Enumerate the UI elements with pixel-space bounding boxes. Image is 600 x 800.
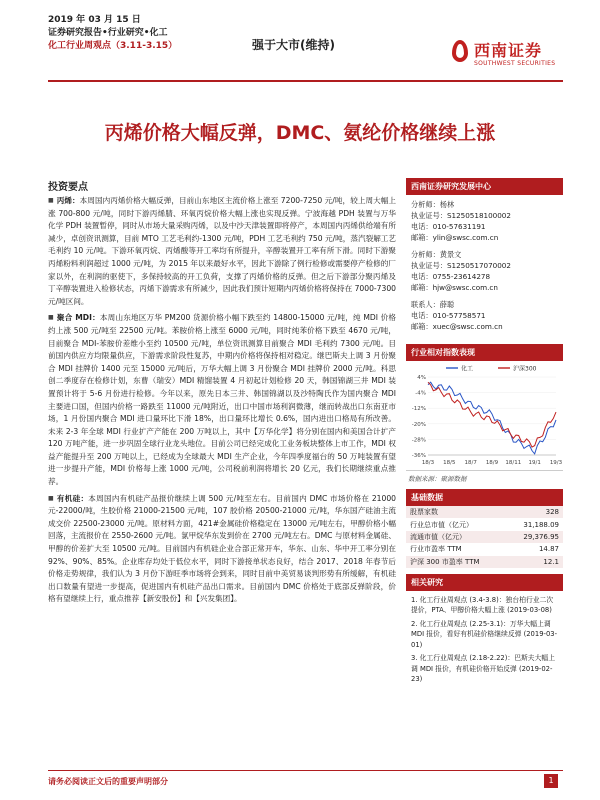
analyst-line: 电话：0755-23614278	[411, 272, 491, 281]
paragraph-mdi	[48, 312, 396, 488]
x-tick-label: 18/5	[443, 460, 456, 466]
logo-name: 西南证券	[474, 41, 543, 60]
paragraph-text: 本周国内有机硅产品报价继续上调 500 元/吨至左右。目前国内 DMC 市场价格在 21000 元-22000/吨，生胶价格 21000-21500 元/吨，107 胶价格 20500-21000 元/吨，华东国产硅油主流成交价 22500-23000 元/吨。原材料方面，421#金属硅价格稳定在 13000 元/吨左右，甲醇价格小幅回落，主流报价在 2550-2600 元/吨。氯甲烷华东发到价在 2700 元/吨左右。DMC 与原材料金属硅、甲醇的价差扩大至 10500 元/吨。目前国内有机硅企业合部正常开车，华东、山东、华中开工率分别在 92%、90%、85%。企业库存均处于低位水平，同时下游接单状态良好，结合 2017、2018 年春节后价格走势规律，我们认为 3 月份下游旺季市场将会到来，同时目前中美贸易谈判形势有所缓解，有机硅出口数量有望进一步提高，促进国内有机硅产品出口需求。目前国内 DMC 价格处于底部反弹阶段，价格有望继续上行，重点推荐【新安股份】和【兴发集团】。	[48, 493, 397, 604]
table-row: 行业总市值（亿元） 31,188.09	[410, 520, 559, 529]
x-tick-label: 19/3	[549, 460, 563, 466]
analyst-line: 电话：010-57758571	[411, 311, 486, 320]
footer-notice: 请务必阅读正文后的重要声明部分	[48, 777, 168, 786]
abstract-label: 投资要点	[48, 182, 88, 193]
paragraph-silicone	[48, 493, 396, 606]
related-item[interactable]: 3. 化工行业周观点 (2.18-2.22)：巴斯夫大幅上调 MDI 报价，有机硅价格开始反弹 (2019-02-23)	[411, 654, 555, 684]
related-title: 相关研究	[406, 574, 563, 591]
y-tick-label: -4%	[415, 390, 426, 397]
analyst-email[interactable]: 邮箱：xuec@swsc.com.cn	[411, 322, 503, 331]
table-row: 行业市盈率 TTM 14.87	[410, 545, 559, 554]
perf-title: 行业相对指数表现	[406, 344, 563, 361]
analyst-email[interactable]: 邮箱：ylin@swsc.com.cn	[411, 233, 499, 242]
analyst-email[interactable]: 邮箱：hjw@swsc.com.cn	[411, 283, 498, 292]
x-tick-label: 19/1	[528, 460, 541, 466]
paragraph-propylene	[48, 195, 396, 308]
paragraph-lead: 有机硅：	[56, 493, 89, 503]
sidebar	[406, 178, 563, 688]
related-list	[406, 591, 563, 685]
report-title: 丙烯价格大幅反弹，DMC、氨纶价格继续上涨	[104, 122, 496, 144]
table-row: 沪深 300 市盈率 TTM 12.1	[406, 556, 563, 568]
x-tick-label: 18/11	[505, 460, 522, 466]
paragraph-lead: 丙烯：	[56, 196, 80, 205]
analyst-line: 执业证号：S1250518100002	[411, 211, 511, 220]
table-row: 流通市值（亿元） 29,376.95	[406, 531, 563, 543]
company-logo	[452, 38, 562, 72]
analyst-line: 执业证号：S1250517070002	[411, 261, 511, 270]
header-left	[48, 14, 177, 53]
analyst-line: 电话：010-57631191	[411, 222, 486, 231]
analyst-list	[406, 195, 563, 336]
related-item[interactable]: 2. 化工行业周观点 (2.25-3.1)：万华大幅上调 MDI 报价，看好有机硅价格继续反弹 (2019-03-01)	[411, 619, 558, 649]
y-tick-label: -36%	[411, 453, 426, 459]
chart-source: 数据来源：聚源数据	[408, 475, 467, 483]
analyst-line: 联系人：薛聪	[411, 300, 455, 309]
basic-data-table	[406, 506, 563, 568]
legend-label: 沪深300	[513, 365, 537, 373]
paragraph-text: 本周国内丙烯价格大幅反弹，目前山东地区主流价格上涨至 7200-7250 元/吨，较上周大幅上涨 700-800 元/吨，同时下游丙烯腈、环氧丙烷价格大幅上涨也实现反弹。宁波海越 PDH 装置与万华化学 PDH 装置暂停，同时从市场大量采购丙烯，以及中沙天津装置即将停产，本周国内丙烯供给端有所减少，卓创资讯测算，目前 MTO 工艺毛利约-1300 元/吨，PDH 工艺毛利约 750 元/吨，蒸汽裂解工艺毛利约 10 元/吨。下游环氧丙烷、丙烯酸等开工率均有所提升，辛醇装置开工率有所下滑。同时下游聚丙烯粉料利润超过 1000 元/吨，为 2015 年以来最好水平，因此下游除了例行检修或需要停产检修的厂家以外，在利润的驱使下，多保持较高的开工负荷，支撑了丙烯价格的反弹。但之后下游部分聚丙烯及丁辛醇装置进入检修状态，丙烯下游需求有所减少，因此我们预计短期内丙烯价格将保持在 7000-7300 元/吨区间。	[48, 196, 397, 306]
y-tick-label: -20%	[411, 421, 426, 428]
chart-svg	[406, 361, 563, 471]
basic-title: 基础数据	[406, 489, 563, 506]
y-tick-label: -28%	[411, 437, 426, 444]
footer-divider	[48, 770, 563, 771]
series-line	[428, 382, 556, 454]
header-divider	[48, 80, 563, 82]
paragraph-text: 本周山东地区万华 PM200 货源价格小幅下跌至约 14800-15000 元/吨，纯 MDI 价格约上涨 500 元/吨至 22500 元/吨。苯胺价格上涨至 6000 元/吨，同时纯苯价格下跌至 4670 元/吨，目前聚合 MDI-苯胺价差维小至约 10500 元/吨，单位资讯测算目前聚合 MDI 毛利约 7300 元/吨。目前国内供应方均限量供应，下游需求阶段性复苏，中期内价格将保持相对稳定。继巴斯夫上调 3 月份聚合 MDI 挂牌价 1400 元至 15000 元/吨后，万华大幅上调 3 月份聚合 MDI 挂牌价 2000 元/吨。科思创二季度存在检修计划，东曹（瑞安）MDI 精馏装置 4 月初起计划检修 20 天，韩国锦湖三井 MDI 装置预计将于 5-6 月份进行检修。今年以来，原先日本三井、韩国锦湖以及沙特陶氏作为国内聚合 MDI 主要进口国，但国内价格一路跌至 11000 元/吨附近，出口中国市场利润微薄，继而转战出口东南亚市场，1 月份国内聚合 MDI 进口量环比下滑 18%，出口量环比增长 0.6%，国内进出口格局有所改善。未来 2-3 年全球 MDI 行业扩产产能在 200 万吨以上，其中【万华化学】将分别在国内和美国合计扩产 120 万吨产能，进一步巩固全球行业龙头地位。目前公司已经完成化工业务板块整体上市工作，MDI 权益产能提升至 200 万吨以上，已经成为全球最大 MDI 生产企业，今年四季度福台的 50 万吨装置有望进一步提升产能，MDI 价格每上涨 1000 元/吨，公司税前利润将增长 20 亿元，我们长期继续重点推荐。	[48, 313, 396, 487]
y-tick-label: 4%	[417, 375, 426, 381]
related-item[interactable]: 1. 化工行业周观点 (3.4-3.8)：独台柏行业二次提价，PTA、甲醇价格大幅上涨 (2019-03-08)	[411, 595, 554, 615]
logo-english: SOUTHWEST SECURITIES	[474, 60, 556, 67]
relative-index-chart	[406, 361, 563, 471]
team-title: 西南证券研究发展中心	[406, 178, 563, 195]
x-tick-label: 18/3	[421, 460, 435, 466]
page-number: 1	[544, 774, 558, 788]
report-category: 证券研究报告•行业研究•化工	[48, 28, 168, 38]
y-tick-label: -12%	[411, 406, 426, 413]
report-column: 化工行业周观点（3.11-3.15）	[48, 41, 178, 51]
paragraph-lead: 聚合 MDI：	[56, 313, 100, 323]
x-tick-label: 18/7	[464, 460, 477, 466]
logo-mark-icon	[452, 40, 468, 62]
x-tick-label: 18/9	[485, 460, 499, 466]
table-row: 股票家数 328	[406, 506, 563, 518]
analyst-line: 分析师：杨林	[411, 200, 455, 209]
report-date: 2019 年 03 月 15 日	[48, 15, 141, 25]
industry-rating: 强于大市(维持)	[252, 38, 335, 52]
analyst-line: 分析师：黄景文	[411, 250, 462, 259]
main-body	[48, 195, 396, 610]
legend-label: 化工	[461, 365, 474, 373]
